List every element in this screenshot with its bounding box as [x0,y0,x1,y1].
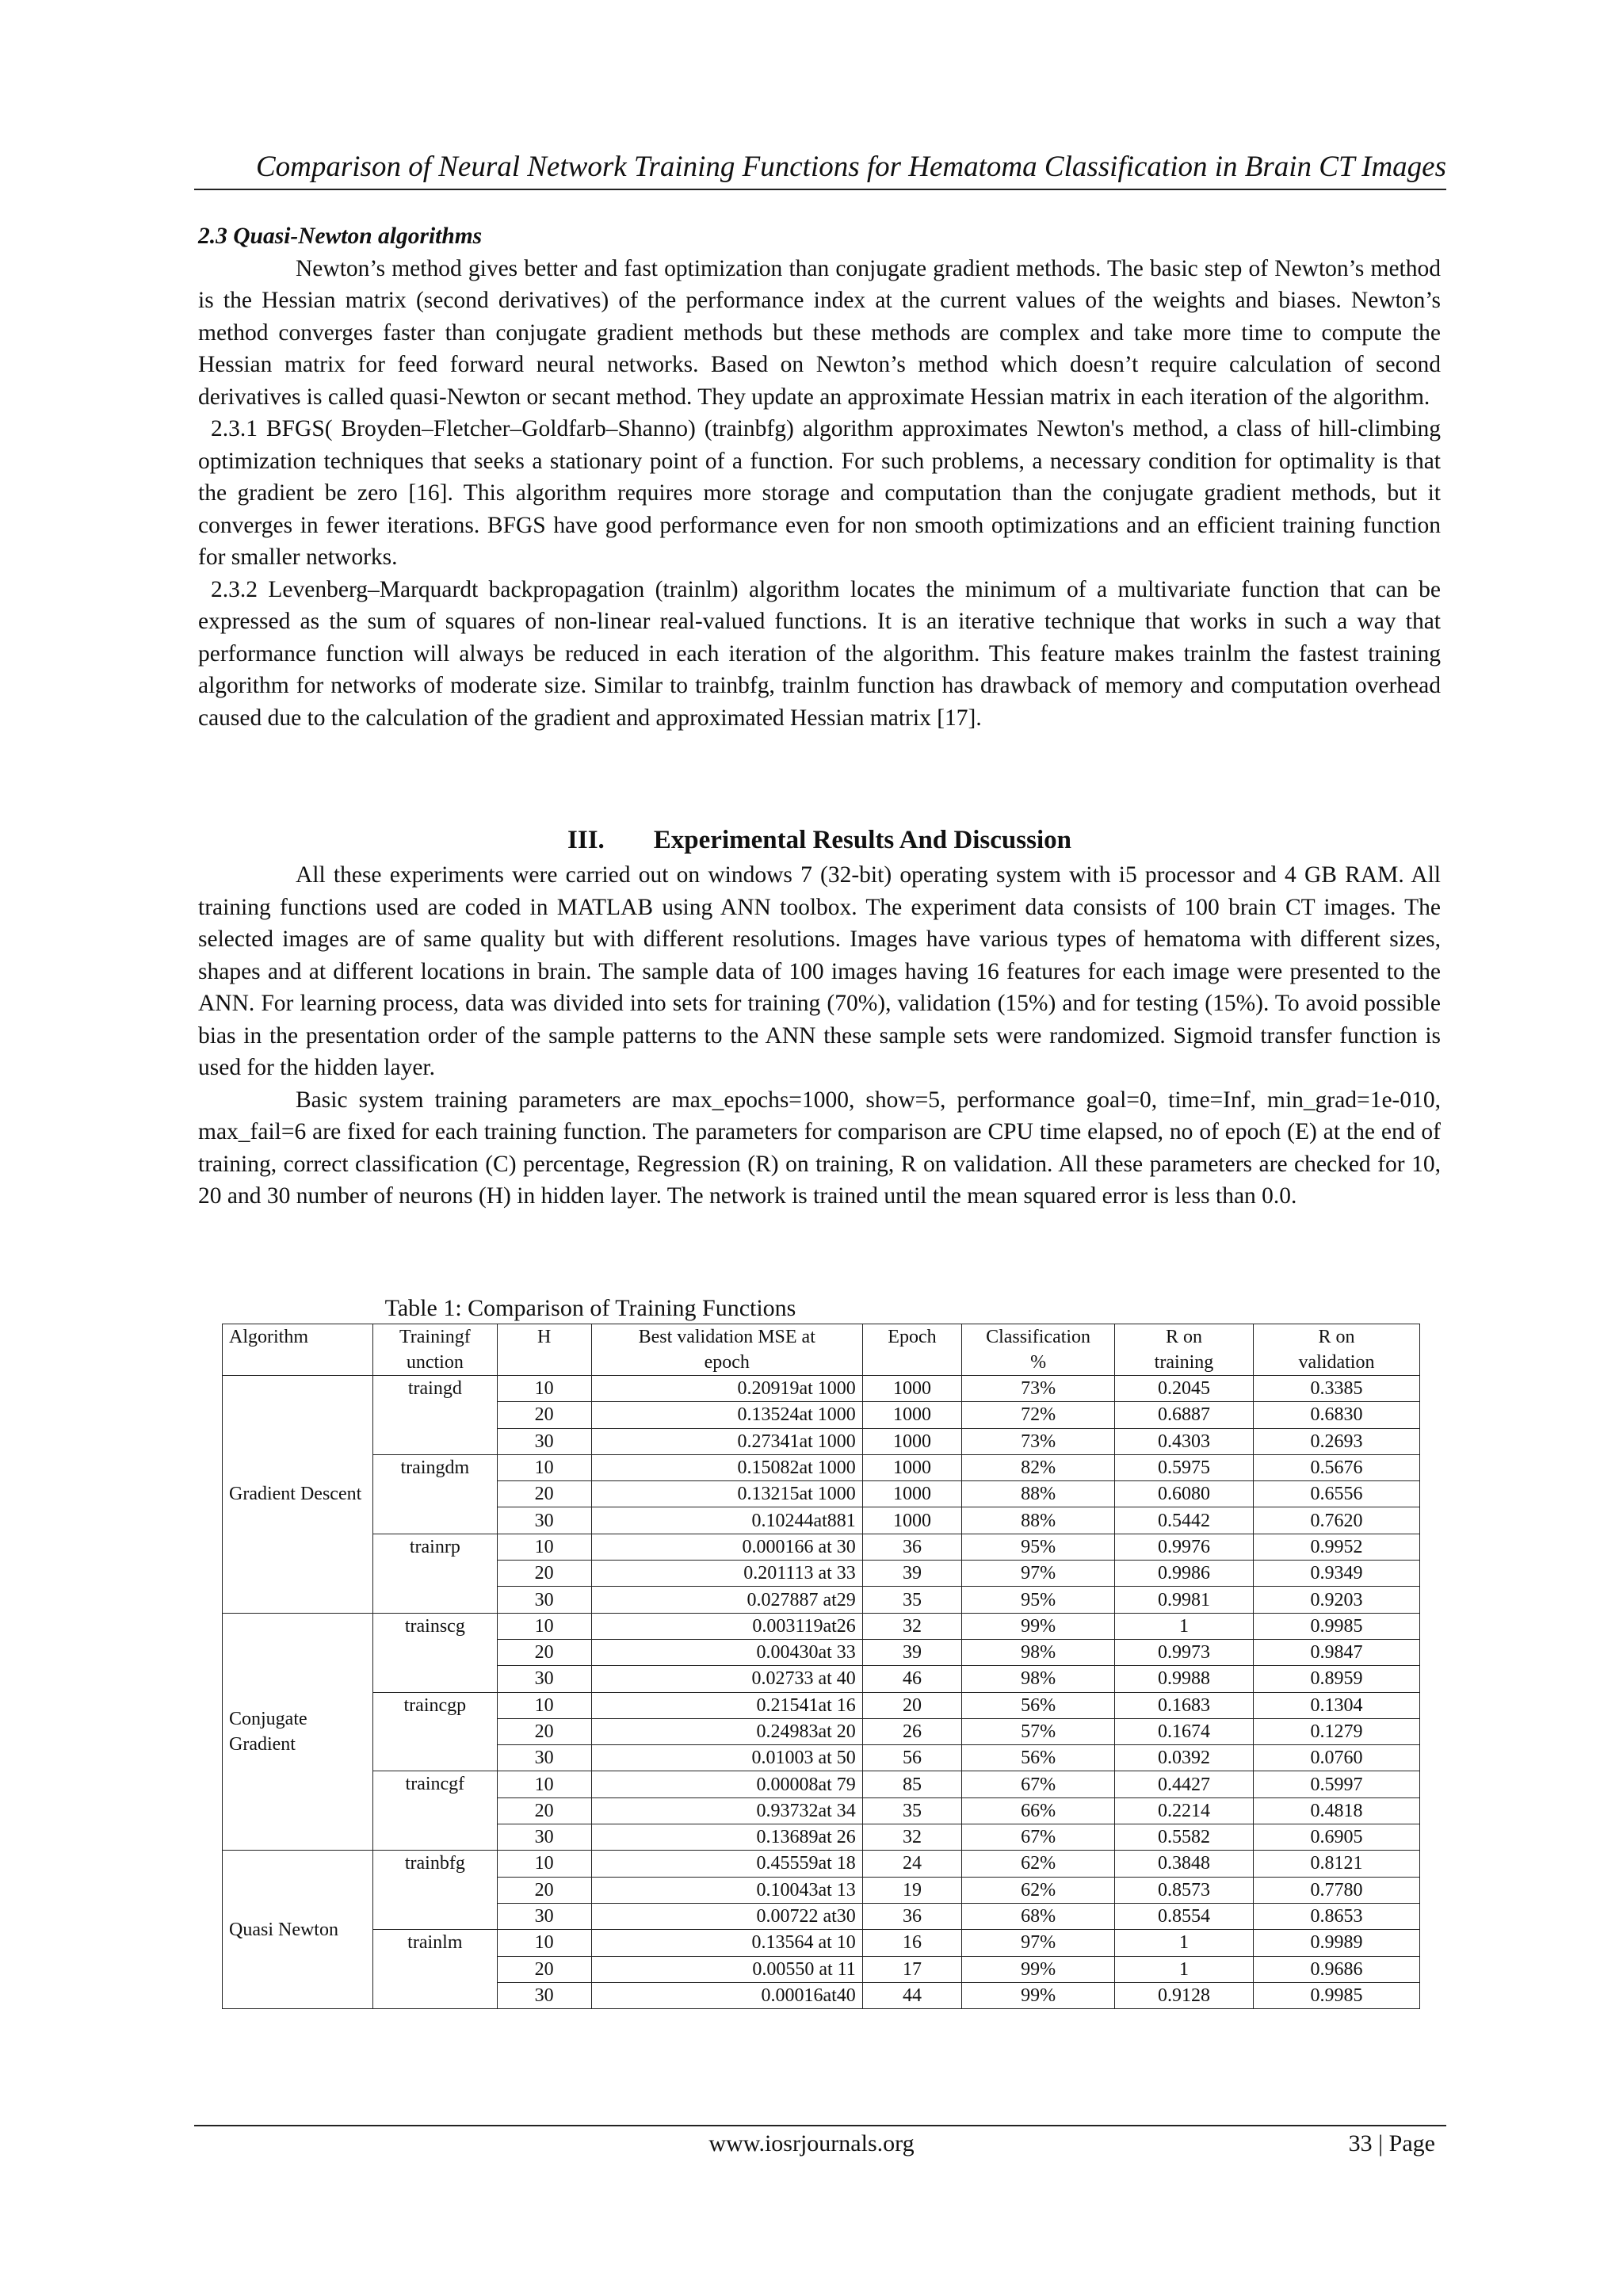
cell-mse: 0.01003 at 50 [591,1745,862,1771]
cell-epoch: 36 [862,1534,961,1560]
table-caption [198,1293,1545,1324]
cell-r-validation: 0.7780 [1253,1877,1419,1903]
cell-r-training: 0.9128 [1115,1982,1254,2008]
cell-classification: 62% [962,1851,1115,1877]
cell-r-training: 0.1683 [1115,1692,1254,1718]
header-classification [962,1324,1115,1376]
cell-r-validation: 0.5676 [1253,1454,1419,1480]
cell-training-function: trainrp [372,1534,497,1613]
cell-mse: 0.000166 at 30 [591,1534,862,1560]
cell-r-training: 0.6887 [1115,1402,1254,1428]
cell-classification: 73% [962,1428,1115,1454]
cell-r-training: 0.9976 [1115,1534,1254,1560]
cell-epoch: 19 [862,1877,961,1903]
cell-r-validation: 0.2693 [1253,1428,1419,1454]
results-table [222,1324,1420,2009]
cell-mse: 0.13564 at 10 [591,1930,862,1956]
cell-mse: 0.93732at 34 [591,1797,862,1824]
cell-h: 20 [497,1956,591,1982]
cell-classification: 66% [962,1797,1115,1824]
cell-h: 30 [497,1666,591,1692]
cell-epoch: 35 [862,1797,961,1824]
cell-classification: 56% [962,1692,1115,1718]
cell-r-validation: 0.9349 [1253,1561,1419,1587]
header-h: H [497,1324,591,1376]
cell-epoch: 24 [862,1851,961,1877]
cell-epoch: 1000 [862,1507,961,1534]
cell-mse: 0.02733 at 40 [591,1666,862,1692]
header-rt-line2: training [1154,1352,1214,1373]
cell-r-training: 0.9986 [1115,1561,1254,1587]
cell-r-training: 0.9973 [1115,1639,1254,1665]
header-r-validation [1253,1324,1419,1376]
header-algorithm: Algorithm [223,1324,373,1376]
header-training-function [372,1324,497,1376]
header-rt-line1: R on [1165,1327,1202,1347]
cell-r-validation: 0.6556 [1253,1481,1419,1507]
cell-epoch: 35 [862,1587,961,1613]
cell-r-validation: 0.9952 [1253,1534,1419,1560]
cell-r-training: 0.1674 [1115,1718,1254,1744]
cell-mse: 0.00430at 33 [591,1639,862,1665]
cell-classification: 95% [962,1587,1115,1613]
header-mse-line2: epoch [704,1352,750,1373]
footer-divider [194,2125,1446,2126]
table-row [223,1613,1420,1639]
cell-epoch: 20 [862,1692,961,1718]
cell-r-validation: 0.1304 [1253,1692,1419,1718]
section-3-paragraph-2: Basic system training parameters are max_epochs=1000, show=5, performance goal=0, time=Inf, min_grad=1e-010, max_fail=6 are fixed for each training function. The parameters for comparison are CPU time elapsed, no of epoch (E) at the end of training, correct classification (C) percentage, Regression (R) on training, R on validation. All these parameters are checked for 10, 20 and 30 number of neurons (H) in hidden layer. The network is trained until the mean squared error is less than 0.0. [198,1087,1441,1209]
table-row [223,1851,1420,1877]
cell-r-validation: 0.0760 [1253,1745,1419,1771]
cell-r-validation: 0.9686 [1253,1956,1419,1982]
cell-classification: 99% [962,1956,1115,1982]
cell-algorithm: Quasi Newton [223,1851,373,2009]
cell-h: 30 [497,1507,591,1534]
cell-r-training: 0.3848 [1115,1851,1254,1877]
cell-mse: 0.027887 at29 [591,1587,862,1613]
section-3-title: Experimental Results And Discussion [653,826,1071,854]
cell-h: 10 [497,1851,591,1877]
header-rv-line2: validation [1298,1352,1375,1373]
header-rv-line1: R on [1318,1327,1355,1347]
cell-mse: 0.13524at 1000 [591,1402,862,1428]
cell-mse: 0.00550 at 11 [591,1956,862,1982]
header-cls-line2: % [1030,1352,1047,1373]
cell-mse: 0.003119at26 [591,1613,862,1639]
cell-epoch: 1000 [862,1454,961,1480]
cell-mse: 0.13689at 26 [591,1824,862,1851]
cell-classification: 98% [962,1639,1115,1665]
cell-r-validation: 0.9989 [1253,1930,1419,1956]
cell-classification: 57% [962,1718,1115,1744]
cell-r-validation: 0.9203 [1253,1587,1419,1613]
cell-h: 20 [497,1718,591,1744]
cell-r-validation: 0.3385 [1253,1376,1419,1402]
subsection-2-3-2: 2.3.2 Levenberg–Marquardt backpropagation (trainlm) algorithm locates the minimum of a multivariate function that can be expressed as the sum of squares of non-linear real-valued functions. It is an iterative technique that works in such a way that performance function will always be reduced in each iteration of the algorithm. This feature makes trainlm the fastest training algorithm for networks of moderate size. Similar to trainbfg, trainlm function has drawback of memory and computation overhead caused due to the calculation of the gradient and approximated Hessian matrix [17]. [198,576,1441,731]
cell-mse: 0.13215at 1000 [591,1481,862,1507]
cell-training-function: traingd [372,1376,497,1455]
cell-mse: 0.00722 at30 [591,1903,862,1929]
cell-classification: 97% [962,1930,1115,1956]
cell-r-training: 0.2214 [1115,1797,1254,1824]
table-row [223,1534,1420,1560]
cell-classification: 73% [962,1376,1115,1402]
cell-r-validation: 0.9985 [1253,1982,1419,2008]
section-2-3 [198,220,1441,734]
cell-mse: 0.10043at 13 [591,1877,862,1903]
cell-epoch: 46 [862,1666,961,1692]
subsection-2-3-1: 2.3.1 BFGS( Broyden–Fletcher–Goldfarb–Shanno) (trainbfg) algorithm approximates Newton's method, a class of hill-climbing optimization techniques that seeks a stationary point of a function. For such problems, a necessary condition for optimality is that the gradient be zero [16]. This algorithm requires more storage and computation than the conjugate gradient methods, but it converges in fewer iterations. BFGS have good performance even for non smooth optimizations and an efficient training function for smaller networks. [198,416,1441,570]
cell-epoch: 26 [862,1718,961,1744]
table-row [223,1376,1420,1402]
cell-h: 10 [497,1454,591,1480]
cell-epoch: 1000 [862,1402,961,1428]
cell-training-function: traincgf [372,1771,497,1851]
header-mse [591,1324,862,1376]
section-3-paragraph-1: All these experiments were carried out on windows 7 (32-bit) operating system with i5 processor and 4 GB RAM. All training functions used are coded in MATLAB using ANN toolbox. The experiment data consists of 100 brain CT images. The selected images are of same quality but with different resolutions. Images have various types of hematoma with different sizes, shapes and at different locations in brain. The sample data of 100 images having 16 features for each image were presented to the ANN. For learning process, data was divided into sets for training (70%), validation (15%) and for testing (15%). To avoid possible bias in the presentation order of the sample patterns to the ANN these sample sets were randomized. Sigmoid transfer function is used for the hidden layer. [198,862,1441,1080]
cell-r-validation: 0.6905 [1253,1824,1419,1851]
cell-training-function: trainscg [372,1613,497,1692]
cell-h: 10 [497,1376,591,1402]
cell-training-function: traingdm [372,1454,497,1534]
cell-r-training: 1 [1115,1956,1254,1982]
cell-epoch: 32 [862,1613,961,1639]
footer-page-number: 33 | Page [1348,2130,1435,2157]
header-function-line1: Trainingf [399,1327,471,1347]
cell-epoch: 17 [862,1956,961,1982]
cell-r-training: 0.6080 [1115,1481,1254,1507]
cell-h: 30 [497,1587,591,1613]
cell-r-training: 0.9988 [1115,1666,1254,1692]
cell-r-validation: 0.9985 [1253,1613,1419,1639]
cell-mse: 0.27341at 1000 [591,1428,862,1454]
cell-epoch: 56 [862,1745,961,1771]
cell-algorithm: Gradient Descent [223,1376,373,1614]
table-row [223,1692,1420,1718]
cell-classification: 99% [962,1613,1115,1639]
cell-r-training: 0.9981 [1115,1587,1254,1613]
cell-r-training: 0.0392 [1115,1745,1254,1771]
cell-epoch: 39 [862,1639,961,1665]
cell-epoch: 39 [862,1561,961,1587]
cell-r-validation: 0.1279 [1253,1718,1419,1744]
cell-r-training: 1 [1115,1930,1254,1956]
cell-r-validation: 0.4818 [1253,1797,1419,1824]
cell-algorithm: Conjugate Gradient [223,1613,373,1851]
cell-h: 10 [497,1692,591,1718]
cell-mse: 0.00008at 79 [591,1771,862,1797]
header-mse-line1: Best validation MSE at [638,1327,815,1347]
header-epoch: Epoch [862,1324,961,1376]
cell-h: 10 [497,1613,591,1639]
cell-classification: 82% [962,1454,1115,1480]
cell-r-training: 0.8573 [1115,1877,1254,1903]
cell-h: 10 [497,1534,591,1560]
section-2-3-heading: 2.3 Quasi-Newton algorithms [198,223,483,249]
cell-h: 30 [497,1982,591,2008]
cell-training-function: trainlm [372,1930,497,2009]
cell-mse: 0.15082at 1000 [591,1454,862,1480]
cell-h: 30 [497,1745,591,1771]
cell-classification: 56% [962,1745,1115,1771]
cell-h: 10 [497,1930,591,1956]
footer-website: www.iosrjournals.org [708,2130,915,2157]
cell-mse: 0.201113 at 33 [591,1561,862,1587]
table-row [223,1454,1420,1480]
cell-h: 20 [497,1481,591,1507]
cell-r-training: 1 [1115,1613,1254,1639]
cell-r-training: 0.2045 [1115,1376,1254,1402]
cell-classification: 68% [962,1903,1115,1929]
cell-r-training: 0.4303 [1115,1428,1254,1454]
cell-mse: 0.20919at 1000 [591,1376,862,1402]
cell-classification: 62% [962,1877,1115,1903]
cell-classification: 67% [962,1771,1115,1797]
header-cls-line1: Classification [986,1327,1091,1347]
cell-training-function: trainbfg [372,1851,497,1930]
cell-h: 30 [497,1903,591,1929]
cell-epoch: 16 [862,1930,961,1956]
cell-mse: 0.24983at 20 [591,1718,862,1744]
cell-classification: 95% [962,1534,1115,1560]
cell-training-function: traincgp [372,1692,497,1771]
table-row [223,1771,1420,1797]
section-3 [198,823,1441,1213]
cell-h: 20 [497,1797,591,1824]
header-r-training [1115,1324,1254,1376]
cell-epoch: 1000 [862,1428,961,1454]
cell-r-validation: 0.8121 [1253,1851,1419,1877]
cell-epoch: 1000 [862,1481,961,1507]
cell-r-validation: 0.8959 [1253,1666,1419,1692]
cell-epoch: 36 [862,1903,961,1929]
section-2-3-paragraph: Newton’s method gives better and fast optimization than conjugate gradient methods. The basic step of Newton’s method is the Hessian matrix (second derivatives) of the performance index at the current values of the weights and biases. Newton’s method converges faster than conjugate gradient methods but these methods are complex and take more time to compute the Hessian matrix for feed forward neural networks. Based on Newton’s method which doesn’t require calculation of second derivatives is called quasi-Newton or secant method. They update an approximate Hessian matrix in each iteration of the algorithm. [198,255,1441,410]
cell-epoch: 85 [862,1771,961,1797]
results-table-body [223,1376,1420,2009]
header-function-line2: unction [406,1352,464,1373]
cell-r-validation: 0.6830 [1253,1402,1419,1428]
cell-r-validation: 0.7620 [1253,1507,1419,1534]
table-row [223,1930,1420,1956]
cell-r-training: 0.5442 [1115,1507,1254,1534]
cell-r-validation: 0.5997 [1253,1771,1419,1797]
cell-classification: 72% [962,1402,1115,1428]
cell-mse: 0.10244at881 [591,1507,862,1534]
cell-epoch: 1000 [862,1376,961,1402]
table-caption-text: Table 1: Comparison of Training Functions [384,1295,796,1321]
cell-classification: 98% [962,1666,1115,1692]
cell-classification: 97% [962,1561,1115,1587]
cell-h: 20 [497,1877,591,1903]
cell-r-training: 0.5582 [1115,1824,1254,1851]
section-3-number: III. [567,826,605,854]
section-3-heading [198,823,1441,858]
cell-h: 20 [497,1639,591,1665]
cell-mse: 0.21541at 16 [591,1692,862,1718]
cell-classification: 67% [962,1824,1115,1851]
cell-classification: 99% [962,1982,1115,2008]
cell-r-validation: 0.8653 [1253,1903,1419,1929]
cell-r-training: 0.4427 [1115,1771,1254,1797]
table-header-row [223,1324,1420,1376]
cell-r-training: 0.5975 [1115,1454,1254,1480]
cell-classification: 88% [962,1507,1115,1534]
cell-r-validation: 0.9847 [1253,1639,1419,1665]
cell-h: 10 [497,1771,591,1797]
cell-mse: 0.00016at40 [591,1982,862,2008]
running-header: Comparison of Neural Network Training Functions for Hematoma Classification in Brain CT Images [194,149,1446,190]
cell-r-training: 0.8554 [1115,1903,1254,1929]
cell-h: 20 [497,1402,591,1428]
cell-epoch: 32 [862,1824,961,1851]
cell-h: 30 [497,1824,591,1851]
cell-classification: 88% [962,1481,1115,1507]
cell-h: 20 [497,1561,591,1587]
cell-mse: 0.45559at 18 [591,1851,862,1877]
cell-epoch: 44 [862,1982,961,2008]
cell-h: 30 [497,1428,591,1454]
